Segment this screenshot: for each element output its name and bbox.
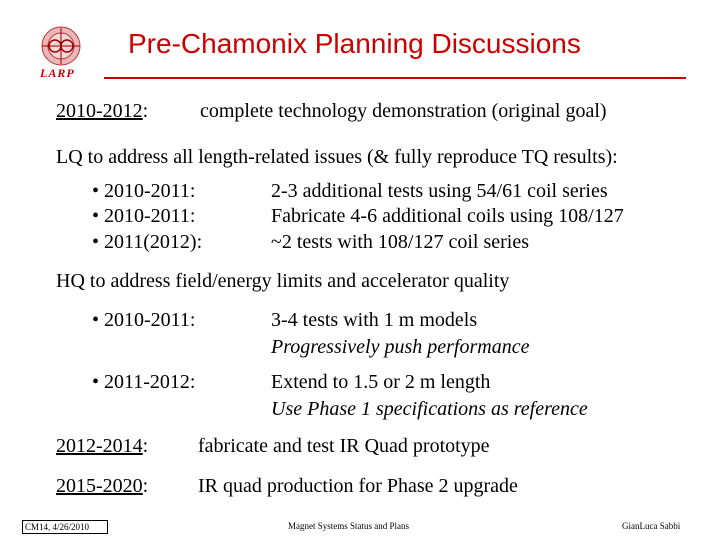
hq-item-subtext: Progressively push performance bbox=[271, 336, 530, 358]
plan-text: IR quad production for Phase 2 upgrade bbox=[198, 475, 518, 497]
plan-colon: : bbox=[142, 435, 149, 457]
plan-years-line bbox=[56, 475, 148, 498]
lq-item-period: • 2010-2011: bbox=[92, 205, 196, 227]
lq-item-text: ~2 tests with 108/127 coil series bbox=[271, 231, 530, 253]
goal-years-line bbox=[56, 100, 148, 123]
footer-center: Magnet Systems Status and Plans bbox=[288, 521, 409, 531]
plan-years-line bbox=[56, 435, 148, 458]
plan-years: 2015-2020 bbox=[56, 475, 143, 497]
lq-item-period: • 2010-2011: bbox=[92, 180, 196, 202]
hq-item-text: 3-4 tests with 1 m models bbox=[271, 309, 478, 331]
footer-right: GianLuca Sabbi bbox=[622, 521, 681, 531]
goal-text: complete technology demonstration (original goal) bbox=[200, 100, 607, 122]
hq-item-text: Extend to 1.5 or 2 m length bbox=[271, 371, 491, 393]
hq-item-period: • 2011-2012: bbox=[92, 371, 196, 393]
logo-text: LARP bbox=[40, 66, 75, 80]
footer-left: CM14, 4/26/2010 bbox=[22, 520, 108, 534]
goal-years: 2010-2012 bbox=[56, 100, 143, 122]
goal-colon: : bbox=[142, 100, 149, 122]
hq-item-subtext: Use Phase 1 specifications as reference bbox=[271, 398, 588, 420]
title-underline bbox=[104, 77, 686, 79]
lq-heading: LQ to address all length-related issues (& fully reproduce TQ results): bbox=[56, 146, 618, 168]
slide-title: Pre-Chamonix Planning Discussions bbox=[128, 28, 581, 59]
plan-text: fabricate and test IR Quad prototype bbox=[198, 435, 490, 457]
lq-item-text: 2-3 additional tests using 54/61 coil series bbox=[271, 180, 608, 202]
lq-item-period: • 2011(2012): bbox=[92, 231, 203, 253]
larp-logo-icon bbox=[36, 24, 86, 68]
plan-colon: : bbox=[142, 475, 149, 497]
lq-item-text: Fabricate 4-6 additional coils using 108/127 bbox=[271, 205, 624, 227]
plan-years: 2012-2014 bbox=[56, 435, 143, 457]
hq-heading: HQ to address field/energy limits and accelerator quality bbox=[56, 270, 510, 292]
hq-item-period: • 2010-2011: bbox=[92, 309, 196, 331]
